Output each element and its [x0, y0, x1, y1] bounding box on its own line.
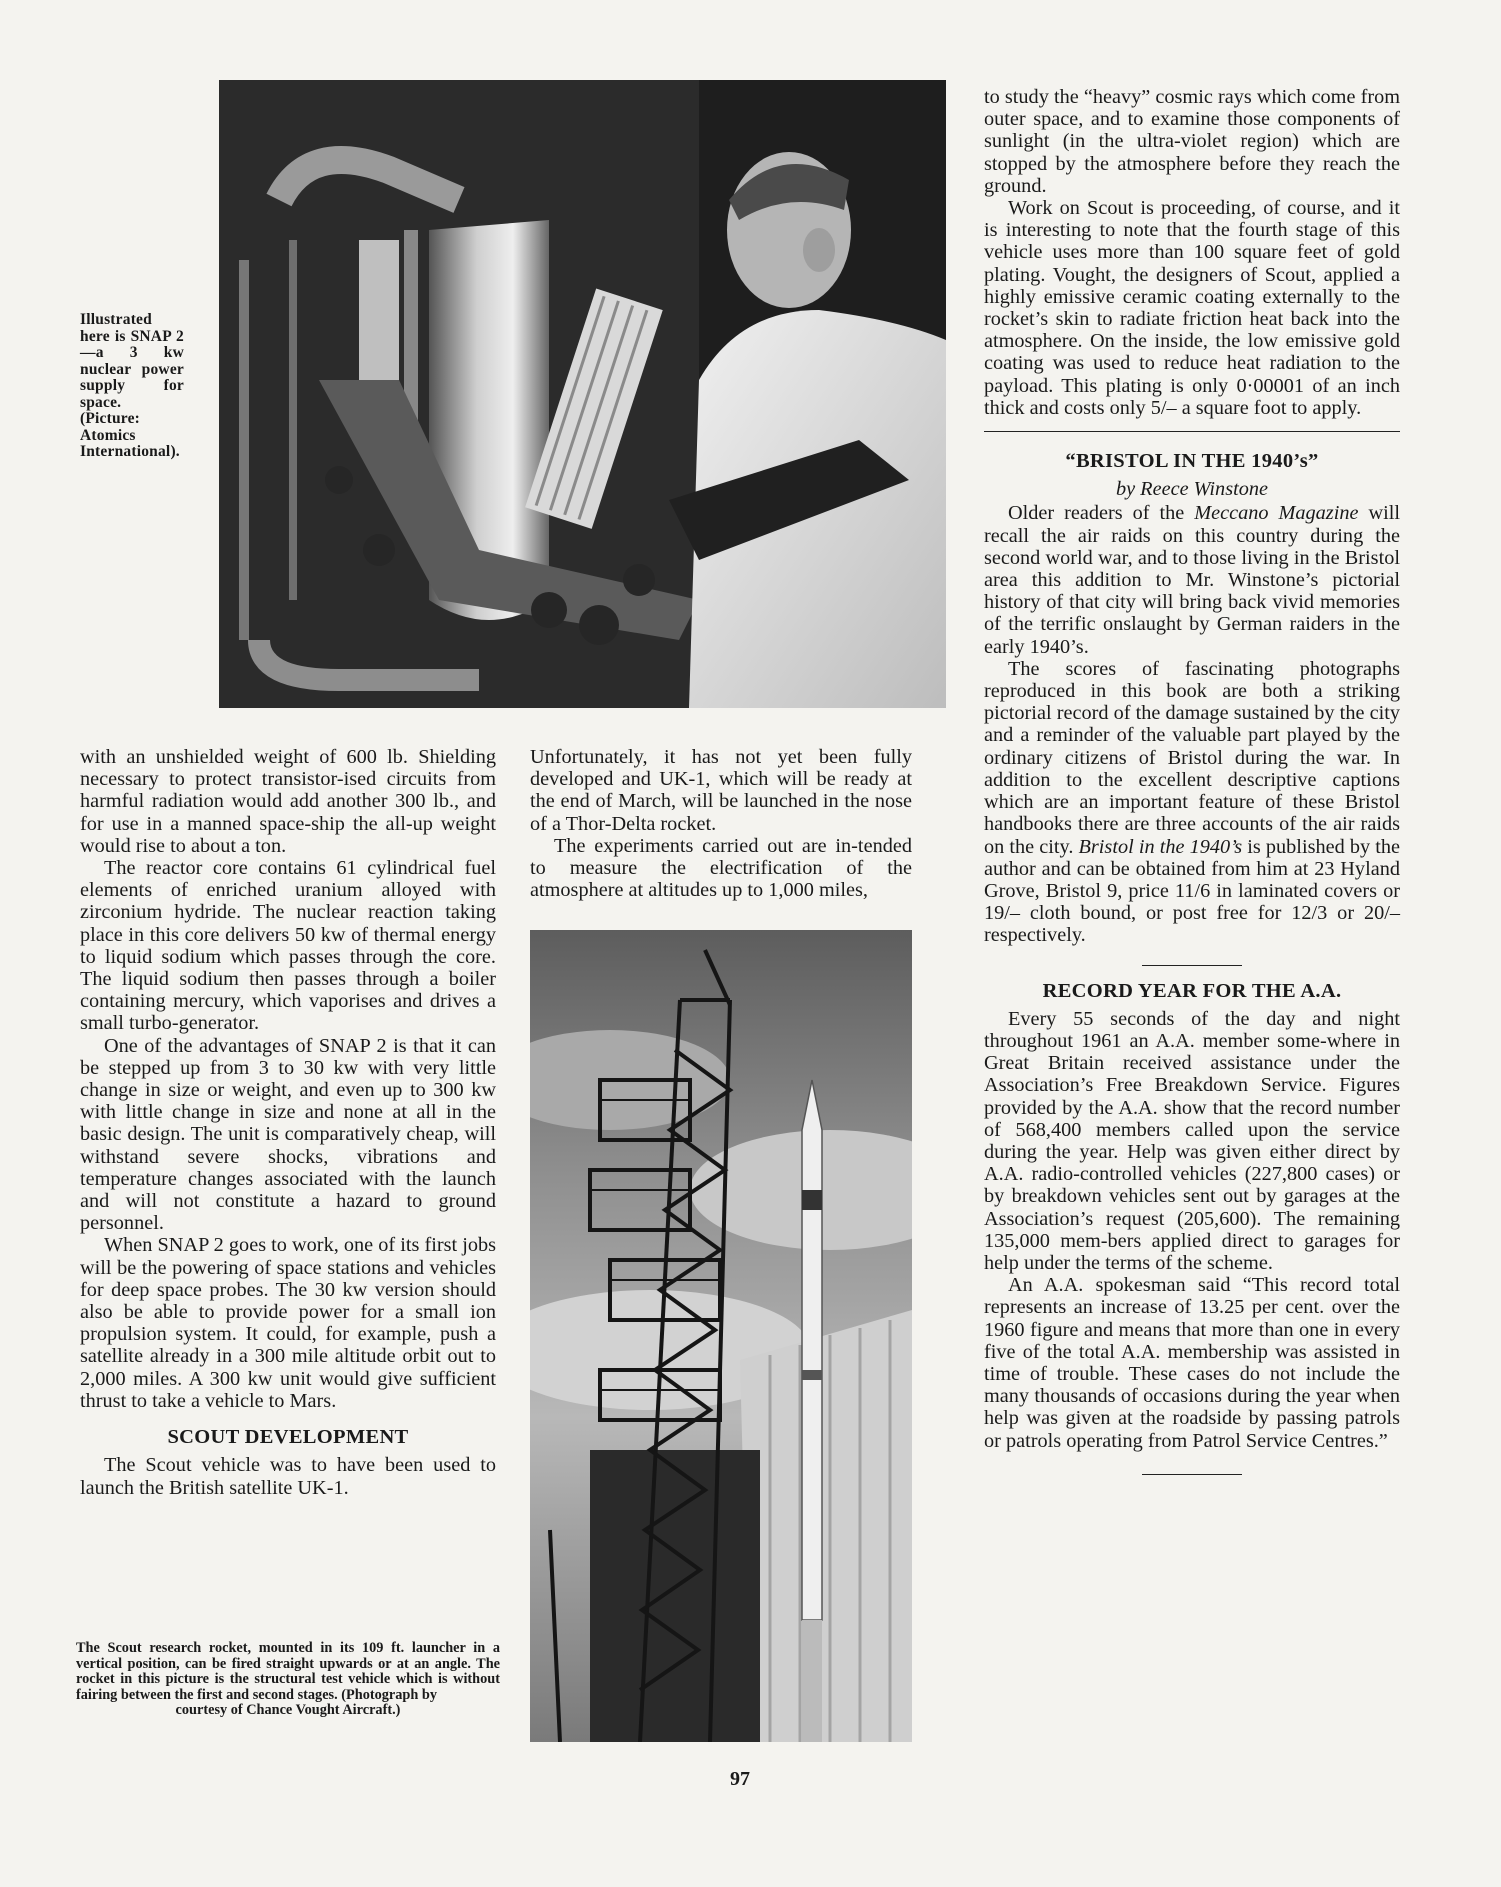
short-divider	[1142, 965, 1242, 966]
middle-paragraph-2: The experiments carried out are in-tended to measure the electrification of the atmosphere at altitudes up to 1,000 miles,	[530, 834, 912, 902]
right-paragraph-5: Every 55 seconds of the day and night throughout 1961 an A.A. member some-where in Great Britain received assistance under the Association’s Free Breakdown Service. Figures provided by the A.A. show that the record number of 568,400 members called upon the service during the year. Help was given either direct by A.A. radio-controlled vehicles (227,800 cases) or by breakdown vehicles sent out by garages at the Association’s request (205,600). The remaining 135,000 mem-bers applied direct to garages for help under the terms of the scheme.	[984, 1007, 1400, 1274]
snap2-photo	[219, 80, 946, 708]
left-paragraph-3: One of the advantages of SNAP 2 is that it can be stepped up from 3 to 30 kw with very little change in size or weight, and even up to 300 kw with little change in size and none at all in the basic design. The unit is comparatively cheap, will withstand severe shocks, vibrations and temperature changes associated with the launch and will not constitute a hazard to ground personnel.	[80, 1034, 496, 1235]
snap2-caption: Illustrated here is SNAP 2—a 3 kw nuclear power supply for space. (Picture: Atomics International).	[80, 311, 184, 460]
text-run: Older readers of the	[1008, 502, 1195, 525]
magazine-title: Meccano Magazine	[1194, 502, 1359, 525]
heading-bristol: “BRISTOL IN THE 1940’s”	[1065, 450, 1319, 473]
right-paragraph-3	[984, 502, 1400, 657]
text-run: The scores of fascinating photographs reproduced in this book are both a striking pictorial record of the damage sustained by the city and a reminder of the valuable part played by the ordinary citizens of Bristol during the war. In addition to the excellent descriptive captions which are an important feature of these Bristol handbooks there are three accounts of the air raids on the city.	[984, 657, 1400, 858]
scout-caption	[76, 1641, 500, 1719]
scout-caption-main: The Scout research rocket, mounted in its 109 ft. launcher in a vertical position, can be fired straight upwards or at an angle. The rocket in this picture is the structural test vehicle which is without fairing between the first and second stages. (Photograph by	[76, 1640, 500, 1703]
book-title: Bristol in the 1940’s	[1078, 835, 1243, 858]
right-paragraph-1: to study the “heavy” cosmic rays which come from outer space, and to examine those components of sunlight (in the ultra-violet region) which are stopped by the atmosphere before they reach the ground.	[984, 86, 1400, 197]
left-column	[80, 746, 496, 1499]
heading-record-year: RECORD YEAR FOR THE A.A.	[1042, 979, 1342, 1002]
scout-caption-credit: courtesy of Chance Vought Aircraft.)	[175, 1702, 401, 1719]
right-paragraph-6: An A.A. spokesman said “This record total represents an increase of 13.25 per cent. over the 1960 figure and means that more than one in every five of the total A.A. membership was assisted in time of trouble. These cases do not include the many thousands of occasions during the year when help was given at the roadside by passing patrols or patrols operating from Patrol Service Centres.”	[984, 1274, 1400, 1452]
left-paragraph-5: The Scout vehicle was to have been used to launch the British satellite UK-1.	[80, 1454, 496, 1499]
page-number: 97	[730, 1768, 750, 1790]
right-column	[984, 86, 1400, 1475]
left-paragraph-2: The reactor core contains 61 cylindrical fuel elements of enriched uranium alloyed with zirconium hydride. The nuclear reaction taking place in this core delivers 50 kw of thermal energy to liquid sodium which passes through the core. The liquid sodium then passes through a boiler containing mercury, which vaporises and drives a small turbo-generator.	[80, 857, 496, 1035]
right-paragraph-2: Work on Scout is proceeding, of course, and it is interesting to note that the fourth stage of this vehicle uses more than 100 square feet of gold plating. Vought, the designers of Scout, applied a highly emissive ceramic coating externally to the rocket’s skin to radiate friction heat back into the atmosphere. On the inside, the low emissive gold coating was used to reduce heat radiation to the payload. This plating is only 0·00001 of an inch thick and costs only 5/– a square foot to apply.	[984, 197, 1400, 419]
heading-scout-development: SCOUT DEVELOPMENT	[167, 1426, 409, 1449]
byline-bristol: by Reece Winstone	[1115, 478, 1269, 501]
text-run: will recall the air raids on this country during the second world war, and to those living in the Bristol area this addition to Mr. Winstone’s pictorial history of that city will bring back vivid memories of the terrific onslaught by German raiders in the early 1940’s.	[984, 502, 1400, 658]
text-run: is published by the author and can be obtained from him at 23 Hyland Grove, Bristol 9, price 11/6 in laminated covers or 19/– cloth bound, or post free for 12/3 or 20/– respectively.	[984, 835, 1401, 947]
left-paragraph-1: with an unshielded weight of 600 lb. Shielding necessary to protect transistor-ised circuits from harmful radiation would add another 300 lb., and for use in a manned space-ship the all-up weight would rise to about a ton.	[80, 746, 496, 857]
scout-rocket-photo	[530, 930, 912, 1742]
section-divider	[984, 431, 1400, 432]
middle-column	[530, 746, 912, 901]
right-paragraph-4	[984, 658, 1400, 947]
end-divider	[1142, 1474, 1242, 1475]
left-paragraph-4: When SNAP 2 goes to work, one of its first jobs will be the powering of space stations and vehicles for deep space probes. The 30 kw version should also be able to provide power for a small ion propulsion system. It could, for example, push a satellite already in a 300 mile altitude orbit out to 2,000 miles. A 300 kw unit would give sufficient thrust to take a vehicle to Mars.	[80, 1234, 496, 1412]
middle-paragraph-1: Unfortunately, it has not yet been fully developed and UK-1, which will be ready at the end of March, will be launched in the nose of a Thor-Delta rocket.	[530, 746, 912, 835]
